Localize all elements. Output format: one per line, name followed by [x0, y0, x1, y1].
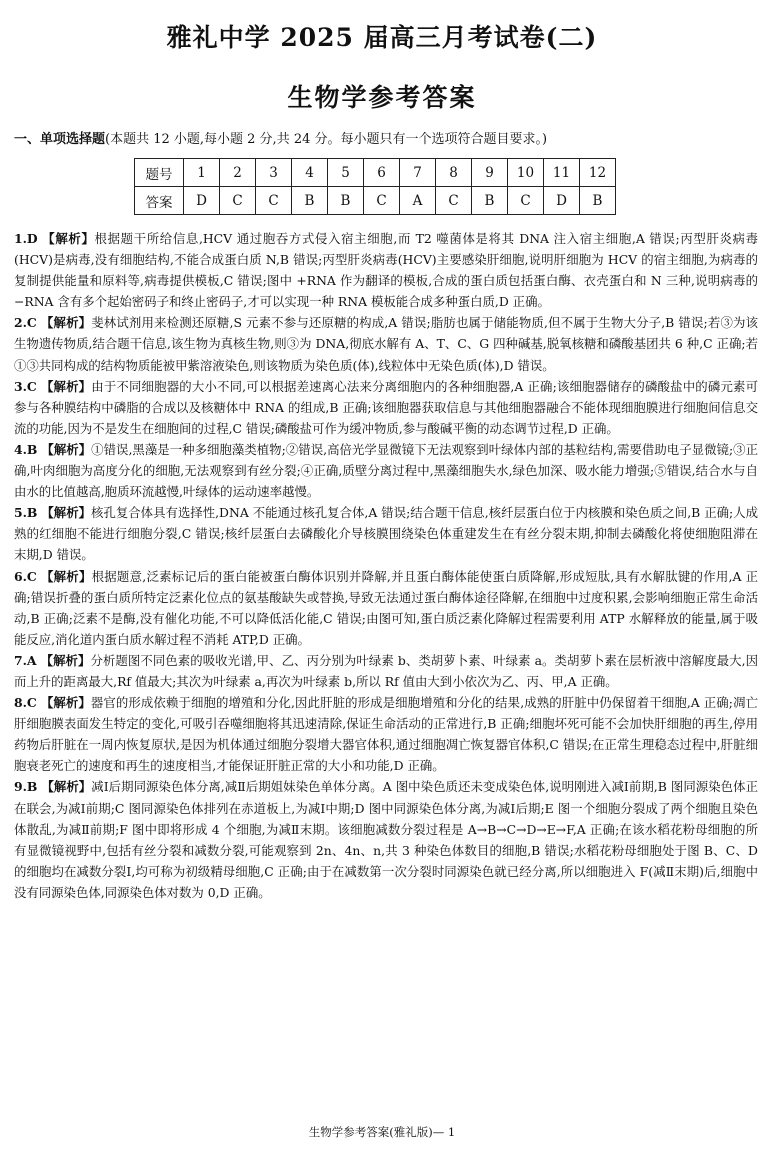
answer-cell: B: [472, 187, 508, 215]
analysis-tag: 【解析】: [41, 505, 92, 521]
question-number: 5: [328, 159, 364, 187]
question-number: 9: [472, 159, 508, 187]
question-number: 6: [364, 159, 400, 187]
item-text: 根据题干所给信息,HCV 通过胞吞方式侵入宿主细胞,而 T2 噬菌体是将其 DNA 注入宿主细胞,A 错误;丙型肝炎病毒(HCV)是病毒,没有细胞结构,不能合成蛋白质 N,B 错误;丙型肝炎病毒(HCV)主要感染肝细胞,说明肝细胞为 HCV 的宿主细胞,为病毒的复制提供能量和原料等,病毒提供模板,C 错误;图中 +RNA 作为翻译的模板,合成的蛋白质包括蛋白酶、衣壳蛋白和 N 三种,说明病毒的 −RNA 含有多个起始密码子和终止密码子,才可以实现一种 RNA 模板能合成多种蛋白质,D 正确。: [14, 231, 758, 310]
explanation-item: [14, 650, 758, 692]
page-footer: 生物学参考答案(雅礼版)— 1: [308, 1125, 456, 1139]
item-number: 6.C: [14, 568, 37, 584]
explanation-item: [14, 312, 758, 375]
answer-cell: B: [328, 187, 364, 215]
answer-cell: D: [544, 187, 580, 215]
answer-cell: B: [580, 187, 616, 215]
page-subtitle: 生物学参考答案: [287, 83, 477, 112]
explanation-item: [14, 692, 758, 776]
analysis-tag: 【解析】: [41, 779, 92, 795]
item-text: 分析题图不同色素的吸收光谱,甲、乙、丙分别为叶绿素 b、类胡萝卜素、叶绿素 a。类胡萝卜素在层析液中溶解度最大,因而上升的距离最大,Rf 值最大;其次为叶绿素 a,再次为叶绿素 b,所以 Rf 值由大到小依次为乙、丙、甲,A 正确。: [14, 652, 758, 689]
answer-cell: A: [400, 187, 436, 215]
answer-table-row-answers: [135, 187, 616, 215]
analysis-tag: 【解析】: [40, 315, 92, 331]
answer-cell: B: [292, 187, 328, 215]
item-number: 9.B: [14, 779, 38, 795]
answer-cell: C: [256, 187, 292, 215]
explanation-item: [14, 566, 758, 650]
question-number: 3: [256, 159, 292, 187]
explanation-item: [14, 502, 758, 565]
analysis-tag: 【解析】: [42, 231, 95, 246]
question-number: 7: [400, 159, 436, 187]
question-number: 4: [292, 159, 328, 187]
answer-table: [134, 158, 616, 215]
item-text: 核孔复合体具有选择性,DNA 不能通过核孔复合体,A 错误;结合题干信息,核纤层蛋白位于内核膜和染色质之间,B 正确;人成熟的红细胞不能进行细胞分裂,C 错误;核纤层蛋白去磷酸化介导核膜围绕染色体重建发生在有丝分裂末期,抑制去磷酸化将使细胞阻滞在末期,D 错误。: [14, 505, 758, 563]
question-number: 8: [436, 159, 472, 187]
item-text: 斐林试剂用来检测还原糖,S 元素不参与还原糖的构成,A 错误;脂肪也属于储能物质,但不属于生物大分子,B 错误;若③为该生物遗传物质,结合题干信息,该生物为真核生物,则③为 DNA,彻底水解有 A、T、C、G 四种碱基,脱氧核糖和磷酸基团共 6 种,C 正确;若①③共同构成的结构物质能被甲紫溶液染色,则该物质为染色质(体),线粒体中无染色质(体),D 错误。: [14, 315, 758, 373]
answer-cell: C: [436, 187, 472, 215]
explanation-item: [14, 439, 758, 502]
item-number: 4.B: [14, 441, 38, 457]
explanation-item: [14, 776, 758, 903]
analysis-tag: 【解析】: [40, 652, 91, 668]
analysis-tag: 【解析】: [41, 568, 92, 584]
row-label-numbers: 题号: [135, 159, 184, 187]
item-number: 2.C: [14, 315, 37, 331]
explanations: [14, 228, 758, 903]
section-heading: [14, 130, 754, 150]
question-number: 2: [220, 159, 256, 187]
item-number: 5.B: [14, 505, 38, 521]
answer-cell: C: [364, 187, 400, 215]
question-number: 12: [580, 159, 616, 187]
item-number: 7.A: [14, 652, 37, 668]
analysis-tag: 【解析】: [41, 441, 92, 457]
analysis-tag: 【解析】: [40, 695, 91, 711]
item-text: 减Ⅰ后期同源染色体分离,减Ⅱ后期姐妹染色单体分离。A 图中染色质还未变成染色体,说明刚进入减Ⅰ前期,B 图同源染色体正在联会,为减Ⅰ前期;C 图同源染色体排列在赤道板上,为减Ⅰ中期;D 图中同源染色体分离,为减Ⅰ后期;E 图一个细胞分裂成了两个细胞且染色体散乱,为减Ⅱ前期;F 图中即将形成 4 个细胞,为减Ⅱ末期。该细胞减数分裂过程是 A→B→C→D→E→F,A 正确;在该水稻花粉母细胞的所有显微镜视野中,包括有丝分裂和减数分裂,可能观察到 2n、4n、n,共 3 种染色体数目的细胞,B 错误;水稻花粉母细胞处于图 B、C、D 的细胞均在减数分裂Ⅰ,均可称为初级精母细胞,C 正确;由于在减数第一次分裂时同源染色就已经分离,所以细胞进入 F(减Ⅱ末期)后,细胞中没有同源染色体,同源染色体对数为 0,D 正确。: [14, 779, 758, 900]
item-text: 根据题意,泛素标记后的蛋白能被蛋白酶体识别并降解,并且蛋白酶体能使蛋白质降解,形成短肽,具有水解肽键的作用,A 正确;错误折叠的蛋白质所特定泛素化位点的氨基酸缺失或替换,导致无法通过蛋白酶体途径降解,在细胞中过度积累,会影响细胞正常生命活动,B 正确;泛素不是酶,没有催化功能,不可以降低活化能,C 错误;由图可知,蛋白质泛素化降解过程需要利用 ATP 水解释放的能量,属于吸能反应,消化道内蛋白质水解过程不消耗 ATP,D 正确。: [14, 568, 758, 647]
question-number: 1: [184, 159, 220, 187]
item-number: 1.D: [14, 231, 38, 246]
item-number: 3.C: [14, 378, 37, 394]
explanation-item: [14, 376, 758, 439]
explanation-item: [14, 228, 758, 312]
answer-cell: D: [184, 187, 220, 215]
item-text: ①错误,黑藻是一种多细胞藻类植物;②错误,高倍光学显微镜下无法观察到叶绿体内部的基粒结构,需要借助电子显微镜;③正确,叶肉细胞为高度分化的细胞,无法观察到有丝分裂;④正确,质壁分离过程中,黑藻细胞失水,绿色加深、吸水能力增强;⑤错误,结合水与自由水的比值越高,胞质环流越慢,叶绿体的运动速率越慢。: [14, 441, 758, 500]
item-text: 由于不同细胞器的大小不同,可以根据差速离心法来分离细胞内的各种细胞器,A 正确;该细胞器储存的磷酸盐中的磷元素可参与各种膜结构中磷脂的合成以及核糖体中 RNA 的组成,B 正确;该细胞器获取信息与其他细胞器融合不能体现细胞膜进行细胞间信息交流的功能,因为不是发生在细胞间的过程,C 错误;磷酸盐可作为缓冲物质,参与酸碱平衡的动态调节过程,D 正确。: [14, 378, 758, 436]
item-number: 8.C: [14, 695, 37, 711]
answer-cell: C: [220, 187, 256, 215]
analysis-tag: 【解析】: [40, 378, 92, 394]
item-text: 器官的形成依赖于细胞的增殖和分化,因此肝脏的形成是细胞增殖和分化的结果,成熟的肝脏中仍保留着干细胞,A 正确;凋亡肝细胞膜表面发生特定的变化,可吸引吞噬细胞将其迅速清除,保证生命活动的正常进行,B 正确;细胞坏死可能不会加快肝细胞的再生,停用药物后肝脏在一周内恢复原状,是因为机体通过细胞分裂增大器官体积,通过细胞凋亡恢复器官体积,C 错误;在正常生理稳态过程中,肝脏细胞衰老死亡的速度和再生的速度相当,才能保证肝脏正常的大小和功能,D 正确。: [14, 695, 758, 774]
section-note: (本题共 12 小题,每小题 2 分,共 24 分。每小题只有一个选项符合题目要求。): [105, 132, 548, 147]
page-title: 雅礼中学 2025 届高三月考试卷(二): [166, 23, 598, 52]
row-label-answers: 答案: [135, 187, 184, 215]
answer-cell: C: [508, 187, 544, 215]
section-title: 一、单项选择题: [14, 132, 106, 147]
answer-table-row-numbers: [135, 159, 616, 187]
question-number: 10: [508, 159, 544, 187]
question-number: 11: [544, 159, 580, 187]
